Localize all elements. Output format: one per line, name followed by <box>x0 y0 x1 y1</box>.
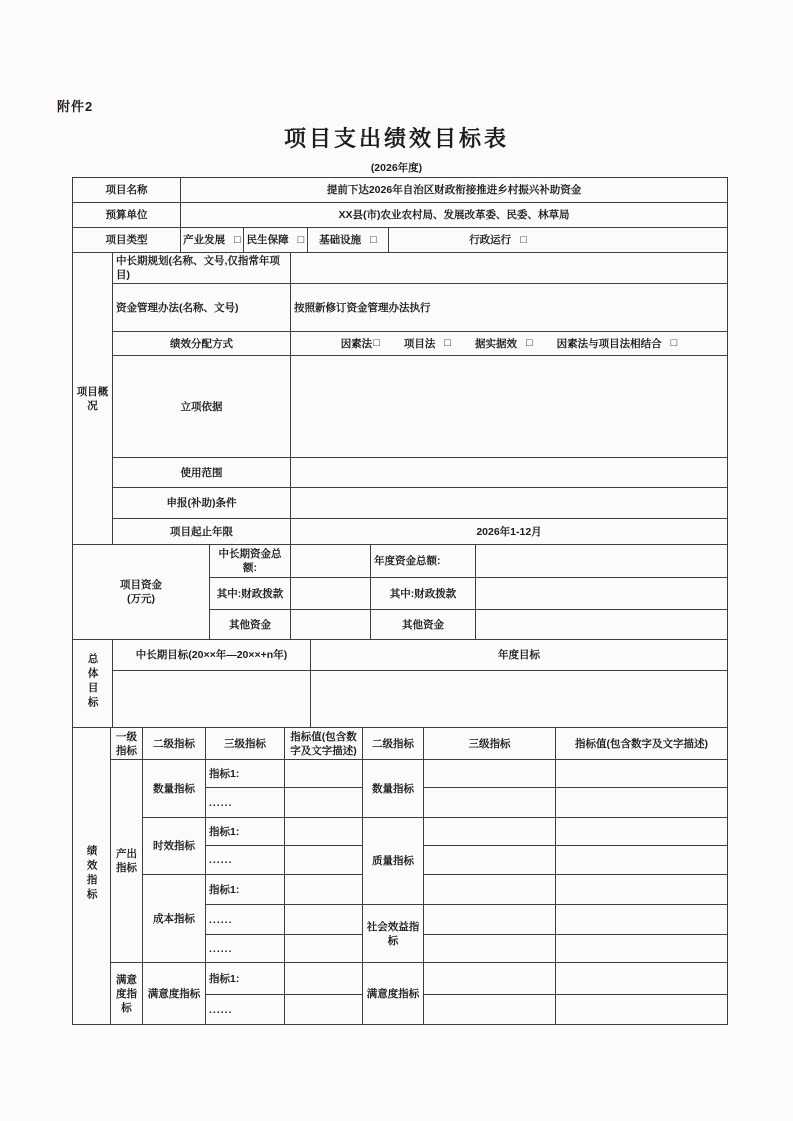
header-value-right: 指标值(包含数字及文字描述) <box>556 728 728 760</box>
overall-goal-vertical-label: 总体目标 <box>86 652 99 711</box>
basic-info-table <box>72 177 728 253</box>
attachment-label: 附件2 <box>57 99 94 114</box>
right-metric-value-cell <box>556 905 728 935</box>
metric-value-cell <box>285 788 363 818</box>
alloc-option-project <box>404 336 451 351</box>
right-metric-cell <box>424 760 556 788</box>
annual-total-value <box>476 545 728 578</box>
funding-label-line1: 项目资金 <box>120 579 162 592</box>
right-metric-value-cell <box>556 935 728 963</box>
metric1-cell: 指标1: <box>206 963 285 995</box>
metric-value-cell <box>285 818 363 846</box>
project-type-option-infrastructure <box>308 228 389 253</box>
project-type-label: 项目类型 <box>73 228 181 253</box>
annual-fiscal-value <box>476 578 728 610</box>
midterm-other-value <box>291 610 371 640</box>
right-metric-cell <box>424 995 556 1025</box>
midterm-plan-value <box>291 253 728 284</box>
project-type-option-administration <box>389 228 728 253</box>
checkbox-icon: □ <box>520 233 527 246</box>
project-overview-table <box>72 252 728 545</box>
right-metric-cell <box>424 788 556 818</box>
project-type-option-livelihood <box>244 228 308 253</box>
alloc-option-combined <box>557 336 678 351</box>
overall-goal-section-label <box>73 640 113 728</box>
level1-output-label: 产出指标 <box>111 760 143 963</box>
budget-unit-value: XX县(市)农业农村局、发展改革委、民委、林草局 <box>181 203 728 228</box>
dots-cell: ...... <box>206 995 285 1025</box>
option-label: 因素法 <box>340 337 373 350</box>
right-satisfaction-label: 满意度指标 <box>363 963 424 1025</box>
funding-section-label <box>73 545 210 640</box>
option-label: 基础设施 <box>319 233 362 246</box>
checkbox-icon: □ <box>297 233 305 246</box>
scope-value <box>291 458 728 488</box>
budget-unit-label: 预算单位 <box>73 203 181 228</box>
metric-value-cell <box>285 963 363 995</box>
level1-satisfaction-label: 满意度指标 <box>111 963 143 1025</box>
midterm-plan-label: 中长期规划(名称、文号,仅指常年项目) <box>113 253 291 284</box>
right-quantity-label: 数量指标 <box>363 760 424 818</box>
project-type-option-industry <box>181 228 244 253</box>
dots-cell: ...... <box>206 935 285 963</box>
right-metric-cell <box>424 935 556 963</box>
right-metric-value-cell <box>556 760 728 788</box>
metric-value-cell <box>285 875 363 905</box>
project-name-value: 提前下达2026年自治区财政衔接推进乡村振兴补助资金 <box>181 178 728 203</box>
option-label: 据实据效 <box>475 337 517 350</box>
metric1-cell: 指标1: <box>206 875 285 905</box>
header-level2-right: 二级指标 <box>363 728 424 760</box>
header-level3-left: 三级指标 <box>206 728 285 760</box>
alloc-method-label: 绩效分配方式 <box>113 332 291 356</box>
checkbox-icon: □ <box>234 233 241 246</box>
right-metric-value-cell <box>556 963 728 995</box>
fund-mgmt-label: 资金管理办法(名称、文号) <box>113 284 291 332</box>
midterm-goal-value <box>113 671 311 728</box>
option-label: 行政运行 <box>469 233 512 246</box>
overall-goal-table <box>72 639 728 728</box>
metric-value-cell <box>285 935 363 963</box>
midterm-fiscal-label: 其中:财政拨款 <box>210 578 291 610</box>
apply-condition-label: 申报(补助)条件 <box>113 488 291 519</box>
metric-value-cell <box>285 760 363 788</box>
midterm-fiscal-value <box>291 578 371 610</box>
right-metric-cell <box>424 846 556 875</box>
basis-value <box>291 356 728 458</box>
right-metric-cell <box>424 875 556 905</box>
annual-fiscal-label: 其中:财政拨款 <box>371 578 476 610</box>
checkbox-icon: □ <box>526 337 533 350</box>
basis-label: 立项依据 <box>113 356 291 458</box>
midterm-goal-header: 中长期目标(20××年—20××+n年) <box>113 640 311 671</box>
header-level2-left: 二级指标 <box>143 728 206 760</box>
midterm-total-value <box>291 545 371 578</box>
project-period-value: 2026年1-12月 <box>291 519 728 545</box>
funding-label-line2: (万元) <box>127 593 155 606</box>
midterm-other-label: 其他资金 <box>210 610 291 640</box>
dots-cell: ...... <box>206 846 285 875</box>
fund-mgmt-value: 按照新修订资金管理办法执行 <box>291 284 728 332</box>
checkbox-icon: □ <box>373 337 380 350</box>
right-metric-cell <box>424 905 556 935</box>
midterm-total-label: 中长期资金总额: <box>210 545 291 578</box>
right-metric-value-cell <box>556 788 728 818</box>
left-quantity-label: 数量指标 <box>143 760 206 818</box>
page-title: 项目支出绩效目标表 <box>283 126 509 151</box>
header-level1: 一级指标 <box>111 728 143 760</box>
project-name-label: 项目名称 <box>73 178 181 203</box>
alloc-method-options <box>291 332 728 356</box>
alloc-option-actual <box>475 336 533 351</box>
option-label: 因素法与项目法相结合 <box>556 337 662 350</box>
annual-goal-header: 年度目标 <box>311 640 728 671</box>
option-label: 民生保障 <box>246 233 289 246</box>
metric-value-cell <box>285 846 363 875</box>
right-metric-cell <box>424 818 556 846</box>
dots-cell: ...... <box>206 905 285 935</box>
project-period-label: 项目起止年限 <box>113 519 291 545</box>
overview-section-label: 项目概况 <box>73 253 113 545</box>
project-funding-table <box>72 544 728 640</box>
right-social-label: 社会效益指标 <box>363 905 424 963</box>
annual-other-value <box>476 610 728 640</box>
annual-other-label: 其他资金 <box>371 610 476 640</box>
form-table <box>72 178 729 1025</box>
metric-value-cell <box>285 905 363 935</box>
right-quality-label: 质量指标 <box>363 818 424 905</box>
indicators-section-label <box>73 728 111 1025</box>
metric-value-cell <box>285 995 363 1025</box>
page-subtitle: (2026年度) <box>370 162 423 174</box>
header-value-left: 指标值(包含数字及文字描述) <box>285 728 363 760</box>
right-metric-value-cell <box>556 818 728 846</box>
left-timeliness-label: 时效指标 <box>143 818 206 875</box>
scope-label: 使用范围 <box>113 458 291 488</box>
right-metric-value-cell <box>556 875 728 905</box>
left-satisfaction-label: 满意度指标 <box>143 963 206 1025</box>
performance-indicators-table <box>72 727 728 1025</box>
dots-cell: ...... <box>206 788 285 818</box>
checkbox-icon: □ <box>370 233 377 246</box>
option-label: 产业发展 <box>183 233 226 246</box>
apply-condition-value <box>291 488 728 519</box>
indicators-vertical-label: 绩效指标 <box>85 845 98 904</box>
alloc-option-factor <box>341 336 380 351</box>
header-level3-right: 三级指标 <box>424 728 556 760</box>
left-cost-label: 成本指标 <box>143 875 206 963</box>
option-label: 项目法 <box>403 337 436 350</box>
annual-total-label: 年度资金总额: <box>371 545 476 578</box>
right-metric-cell <box>424 963 556 995</box>
metric1-cell: 指标1: <box>206 818 285 846</box>
metric1-cell: 指标1: <box>206 760 285 788</box>
checkbox-icon: □ <box>444 337 451 350</box>
right-metric-value-cell <box>556 846 728 875</box>
right-metric-value-cell <box>556 995 728 1025</box>
annual-goal-value <box>311 671 728 728</box>
checkbox-icon: □ <box>670 337 678 350</box>
